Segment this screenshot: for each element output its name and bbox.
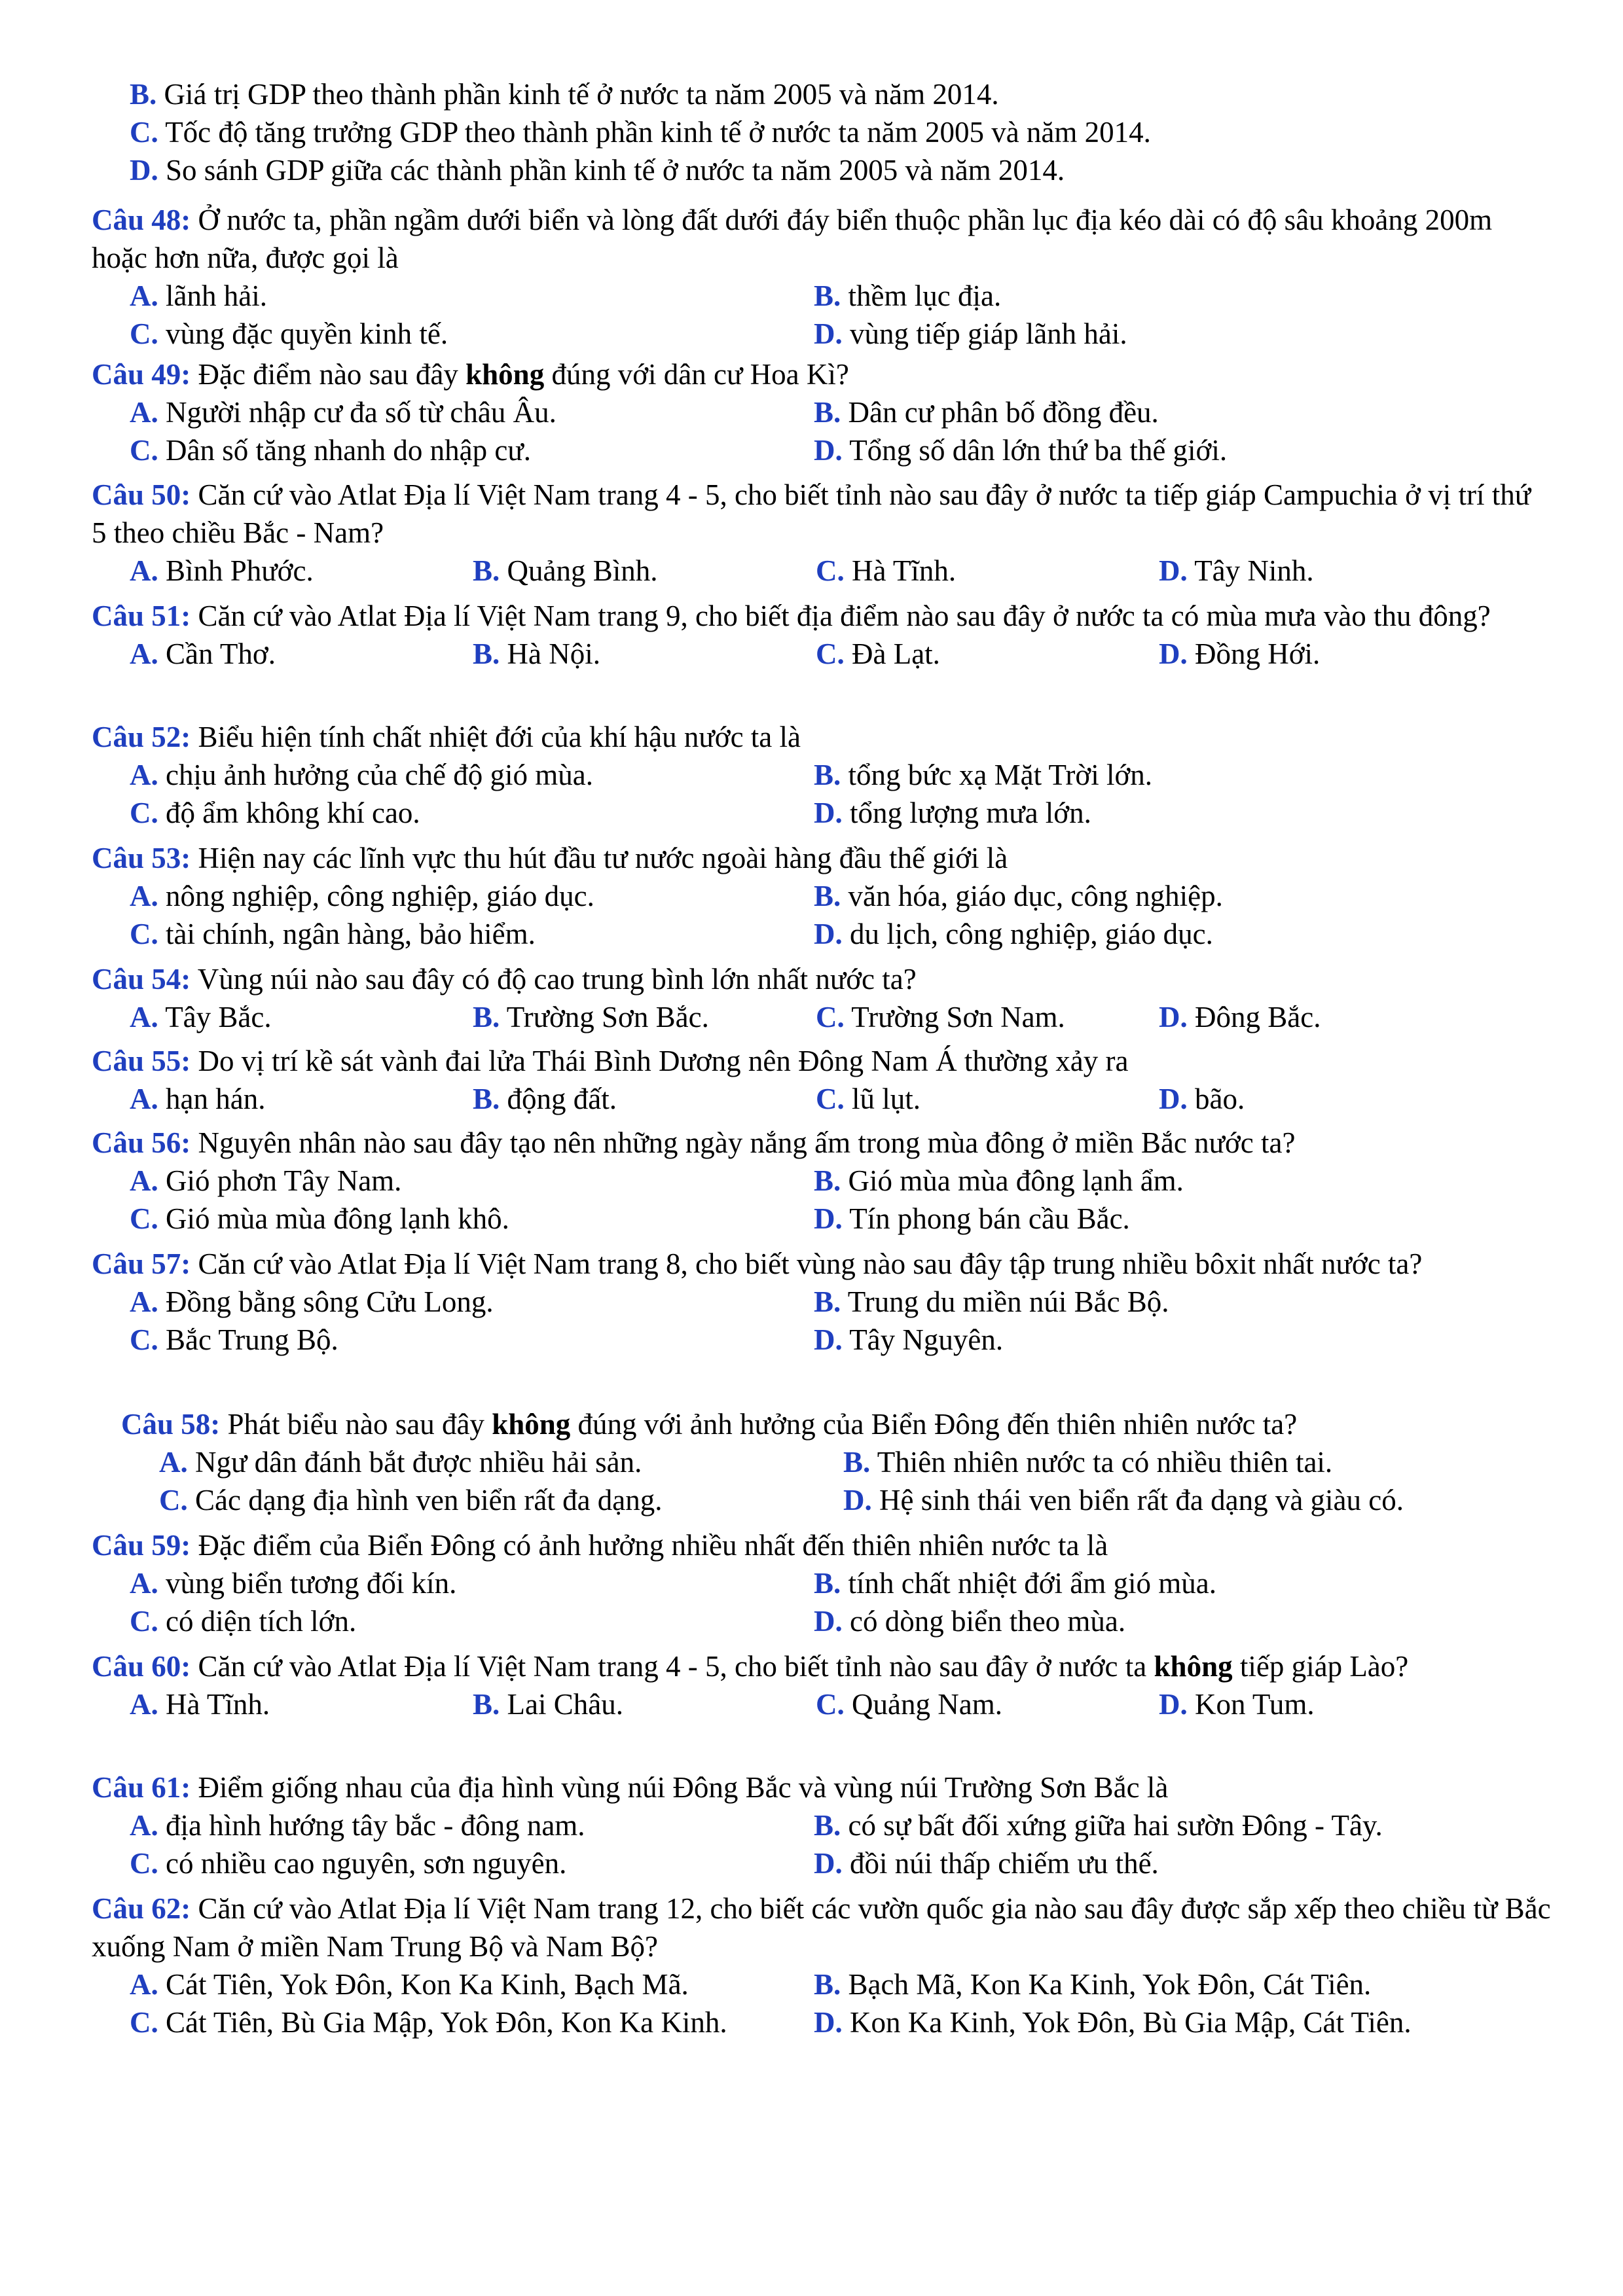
option-label: C. xyxy=(816,554,845,587)
question-57 xyxy=(92,1245,1552,1359)
option-text: Trường Sơn Bắc. xyxy=(506,1001,709,1033)
option-b[interactable] xyxy=(814,877,1498,915)
option-text: Bình Phước. xyxy=(166,554,314,587)
option-label: C. xyxy=(130,1323,158,1356)
option-text: có dòng biển theo mùa. xyxy=(850,1605,1126,1638)
option-label: C. xyxy=(130,434,158,467)
option-b[interactable] xyxy=(473,1685,816,1723)
question-text: Căn cứ vào Atlat Địa lí Việt Nam trang 4 - 5, cho biết tỉnh nào sau đây ở nước ta xyxy=(198,1650,1147,1683)
option-text: Người nhập cư đa số từ châu Âu. xyxy=(166,396,556,429)
option-label: B. xyxy=(473,554,500,587)
option-b[interactable] xyxy=(473,998,816,1036)
answer-options xyxy=(121,1443,1581,1519)
option-text: Quảng Bình. xyxy=(507,554,658,587)
question-number: Câu 49: xyxy=(92,358,191,391)
option-b[interactable] xyxy=(843,1443,1527,1481)
question-text: Do vị trí kề sát vành đai lửa Thái Bình Dương nên Đông Nam Á thường xảy ra xyxy=(198,1045,1129,1077)
option-c[interactable] xyxy=(816,552,1159,590)
option-text: Bạch Mã, Kon Ka Kinh, Yok Đôn, Cát Tiên. xyxy=(848,1968,1372,2001)
option-label: D. xyxy=(814,1323,843,1356)
option-text: vùng đặc quyền kinh tế. xyxy=(166,317,448,350)
question-text: Vùng núi nào sau đây có độ cao trung bình lớn nhất nước ta? xyxy=(197,963,917,996)
option-c[interactable] xyxy=(130,315,814,353)
question-text: Căn cứ vào Atlat Địa lí Việt Nam trang 8, cho biết vùng nào sau đây tập trung nhiều bôxit nhất nước ta? xyxy=(198,1247,1423,1280)
option-label: A. xyxy=(130,279,158,312)
question-56 xyxy=(92,1124,1552,1238)
question-number: Câu 56: xyxy=(92,1126,191,1159)
question-stem xyxy=(92,1768,1552,1806)
answer-options xyxy=(92,1685,1552,1723)
question-54 xyxy=(92,960,1552,1036)
option-label: C. xyxy=(816,1688,845,1721)
question-text: Căn cứ vào Atlat Địa lí Việt Nam trang 9, cho biết địa điểm nào sau đây ở nước ta có mùa mưa vào thu đông? xyxy=(198,600,1491,632)
option-label: C. xyxy=(130,317,158,350)
option-a[interactable] xyxy=(130,998,473,1036)
option-text: Hà Tĩnh. xyxy=(166,1688,270,1721)
option-label: A. xyxy=(130,1809,158,1842)
option-text: tổng bức xạ Mặt Trời lớn. xyxy=(848,759,1153,791)
option-c[interactable] xyxy=(816,635,1159,673)
option-text: đồi núi thấp chiếm ưu thế. xyxy=(850,1847,1159,1880)
option-label: D. xyxy=(1159,1001,1188,1033)
question-number: Câu 59: xyxy=(92,1529,191,1562)
option-c[interactable] xyxy=(130,1321,814,1359)
option-a[interactable] xyxy=(130,1685,473,1723)
answer-options xyxy=(92,877,1552,953)
option-label: A. xyxy=(159,1446,188,1479)
option-b[interactable] xyxy=(814,393,1498,431)
option-label: C. xyxy=(816,1083,845,1115)
option-c[interactable] xyxy=(816,1080,1159,1118)
option-a[interactable] xyxy=(130,393,814,431)
option-c[interactable] xyxy=(130,1602,814,1640)
question-stem xyxy=(92,1890,1552,1965)
option-text: Bắc Trung Bộ. xyxy=(166,1323,338,1356)
question-text-after: tiếp giáp Lào? xyxy=(1239,1650,1409,1683)
option-text: Kon Ka Kinh, Yok Đôn, Bù Gia Mập, Cát Tiên. xyxy=(850,2006,1412,2039)
question-number: Câu 53: xyxy=(92,842,191,874)
question-58 xyxy=(121,1405,1581,1519)
option-text: thềm lục địa. xyxy=(848,279,1002,312)
option-text: văn hóa, giáo dục, công nghiệp. xyxy=(848,880,1223,912)
question-stem xyxy=(92,1124,1552,1162)
option-text: Tây Nguyên. xyxy=(849,1323,1004,1356)
option-c[interactable] xyxy=(159,1481,843,1519)
question-52 xyxy=(92,718,1552,832)
option-label: C. xyxy=(159,1484,188,1516)
option-d[interactable] xyxy=(814,915,1498,953)
option-d[interactable] xyxy=(1159,1685,1502,1723)
option-label: A. xyxy=(130,1968,158,2001)
question-stem xyxy=(92,718,1552,756)
option-label: C. xyxy=(130,1202,158,1235)
question-text-after: đúng với dân cư Hoa Kì? xyxy=(551,358,849,391)
option-label: B. xyxy=(814,1567,841,1600)
question-number: Câu 58: xyxy=(121,1408,221,1441)
option-text: vùng biển tương đối kín. xyxy=(166,1567,457,1600)
option-text: tính chất nhiệt đới ẩm gió mùa. xyxy=(848,1567,1216,1600)
option-a[interactable] xyxy=(130,1806,814,1844)
option-b[interactable] xyxy=(814,1162,1498,1200)
option-text: lãnh hải. xyxy=(166,279,267,312)
option-text: Ngư dân đánh bắt được nhiều hải sản. xyxy=(195,1446,642,1479)
option-text: vùng tiếp giáp lãnh hải. xyxy=(850,317,1127,350)
option-label: D. xyxy=(814,1202,843,1235)
answer-options xyxy=(92,1162,1552,1238)
option-b[interactable] xyxy=(814,277,1498,315)
option-a[interactable] xyxy=(130,1283,814,1321)
option-label: A. xyxy=(130,1688,158,1721)
option-a[interactable] xyxy=(130,1564,814,1602)
option-label: B. xyxy=(814,1968,841,2001)
option-text: Đồng Hới. xyxy=(1195,637,1321,670)
option-text: có diện tích lớn. xyxy=(166,1605,357,1638)
question-48 xyxy=(92,201,1552,353)
question-number: Câu 55: xyxy=(92,1045,191,1077)
question-number: Câu 50: xyxy=(92,478,191,511)
option-text: chịu ảnh hưởng của chế độ gió mùa. xyxy=(166,759,594,791)
option-b[interactable] xyxy=(473,1080,816,1118)
option-text: Các dạng địa hình ven biển rất đa dạng. xyxy=(195,1484,663,1516)
option-text: có nhiều cao nguyên, sơn nguyên. xyxy=(166,1847,567,1880)
answer-options xyxy=(92,1965,1552,2041)
question-number: Câu 54: xyxy=(92,963,191,996)
option-label: B. xyxy=(814,279,841,312)
option-label: D. xyxy=(1159,1688,1188,1721)
option-d[interactable] xyxy=(843,1481,1527,1519)
option-text: Hệ sinh thái ven biển rất đa dạng và giàu có. xyxy=(879,1484,1404,1516)
option-c[interactable] xyxy=(816,1685,1159,1723)
option-a[interactable] xyxy=(130,877,814,915)
option-text: Dân số tăng nhanh do nhập cư. xyxy=(166,434,532,467)
question-number: Câu 52: xyxy=(92,721,191,753)
option-label: B. xyxy=(814,1809,841,1842)
option-text: có sự bất đối xứng giữa hai sườn Đông - Tây. xyxy=(848,1809,1383,1842)
option-text: Tây Bắc. xyxy=(165,1001,272,1033)
option-c[interactable] xyxy=(130,794,814,832)
answer-options xyxy=(92,277,1552,353)
option-d[interactable] xyxy=(1159,635,1502,673)
question-55 xyxy=(92,1042,1552,1118)
question-number: Câu 61: xyxy=(92,1771,191,1804)
option-b[interactable] xyxy=(814,756,1498,794)
option-text: Cát Tiên, Yok Đôn, Kon Ka Kinh, Bạch Mã. xyxy=(166,1968,689,2001)
option-label: B. xyxy=(473,1083,500,1115)
question-stem xyxy=(92,201,1552,277)
option-d[interactable] xyxy=(814,2003,1498,2041)
option-label: B. xyxy=(473,1001,500,1033)
option-c[interactable] xyxy=(130,2003,814,2041)
answer-options xyxy=(92,1080,1552,1118)
answer-options xyxy=(92,1806,1552,1882)
option-b[interactable] xyxy=(473,635,816,673)
question-number: Câu 62: xyxy=(92,1892,191,1925)
question-text: Hiện nay các lĩnh vực thu hút đầu tư nước ngoài hàng đầu thế giới là xyxy=(198,842,1008,874)
option-text: tổng lượng mưa lớn. xyxy=(850,797,1091,829)
option-d[interactable] xyxy=(814,1321,1498,1359)
option-label: D. xyxy=(814,434,843,467)
option-text: Lai Châu. xyxy=(507,1688,623,1721)
question-stem xyxy=(92,1245,1552,1283)
option-text: Quảng Nam. xyxy=(852,1688,1002,1721)
option-label: D. xyxy=(814,797,843,829)
question-text: Điểm giống nhau của địa hình vùng núi Đông Bắc và vùng núi Trường Sơn Bắc là xyxy=(198,1771,1169,1804)
option-label: A. xyxy=(130,1164,158,1197)
option-label: C. xyxy=(130,918,158,950)
option-b[interactable] xyxy=(473,552,816,590)
option-text: Gió mùa mùa đông lạnh ẩm. xyxy=(848,1164,1184,1197)
option-c[interactable] xyxy=(130,915,814,953)
question-text: Phát biểu nào sau đây xyxy=(227,1408,484,1441)
option-label: D. xyxy=(814,2006,843,2039)
question-59 xyxy=(92,1526,1552,1640)
option-text: Kon Tum. xyxy=(1195,1688,1315,1721)
option-a[interactable] xyxy=(130,1080,473,1118)
question-text-after: đúng với ảnh hưởng của Biển Đông đến thiên nhiên nước ta? xyxy=(577,1408,1298,1441)
answer-options xyxy=(92,756,1552,832)
option-label: A. xyxy=(130,1001,158,1033)
option-label: D. xyxy=(814,1847,843,1880)
question-keyword: không xyxy=(465,358,545,391)
option-c[interactable] xyxy=(130,1844,814,1882)
question-number: Câu 57: xyxy=(92,1247,191,1280)
option-label: C. xyxy=(816,1001,845,1033)
option-label: A. xyxy=(130,637,158,670)
option-a[interactable] xyxy=(130,1965,814,2003)
option-text: Đông Bắc. xyxy=(1195,1001,1321,1033)
option-label: B. xyxy=(814,880,841,912)
option-text: độ ẩm không khí cao. xyxy=(166,797,420,829)
option-b[interactable] xyxy=(814,1564,1498,1602)
question-text: Nguyên nhân nào sau đây tạo nên những ngày nắng ấm trong mùa đông ở miền Bắc nước ta? xyxy=(198,1126,1296,1159)
option-text: lũ lụt. xyxy=(852,1083,921,1115)
option-label: A. xyxy=(130,396,158,429)
option-label: A. xyxy=(130,880,158,912)
carry-option-b: B. Giá trị GDP theo thành phần kinh tế ở nước ta năm 2005 và năm 2014. xyxy=(130,78,999,111)
option-c[interactable] xyxy=(130,431,814,469)
answer-options xyxy=(92,998,1552,1036)
option-a[interactable] xyxy=(130,552,473,590)
option-label: C. xyxy=(130,2006,158,2039)
question-50 xyxy=(92,476,1552,590)
option-label: A. xyxy=(130,1083,158,1115)
question-text: Biểu hiện tính chất nhiệt đới của khí hậu nước ta là xyxy=(198,721,801,753)
question-stem xyxy=(92,597,1552,635)
option-label: D. xyxy=(843,1484,872,1516)
option-d[interactable] xyxy=(814,1602,1498,1640)
option-d[interactable] xyxy=(1159,998,1502,1036)
option-label: A. xyxy=(130,554,158,587)
option-a[interactable] xyxy=(130,277,814,315)
option-label: A. xyxy=(130,759,158,791)
question-61 xyxy=(92,1768,1552,1882)
question-keyword: không xyxy=(1154,1650,1233,1683)
answer-options xyxy=(92,393,1552,469)
option-label: B. xyxy=(814,1164,841,1197)
answer-options xyxy=(92,635,1552,673)
question-stem xyxy=(92,960,1552,998)
question-stem xyxy=(92,839,1552,877)
option-text: Gió phơn Tây Nam. xyxy=(166,1164,402,1197)
question-stem xyxy=(92,1526,1552,1564)
option-text: Tín phong bán cầu Bắc. xyxy=(849,1202,1130,1235)
option-text: Đồng bằng sông Cửu Long. xyxy=(166,1285,494,1318)
question-62 xyxy=(92,1890,1552,2041)
question-stem xyxy=(92,355,1552,393)
question-stem xyxy=(92,476,1552,552)
carry-option-c: C. Tốc độ tăng trưởng GDP theo thành phần kinh tế ở nước ta năm 2005 và năm 2014. xyxy=(130,116,1151,149)
question-60 xyxy=(92,1647,1552,1723)
carry-over-options xyxy=(130,75,1557,189)
question-stem xyxy=(121,1405,1581,1443)
option-label: C. xyxy=(130,797,158,829)
option-text: Tổng số dân lớn thứ ba thế giới. xyxy=(849,434,1228,467)
option-text: Hà Nội. xyxy=(507,637,600,670)
option-label: D. xyxy=(814,1605,843,1638)
question-text: Căn cứ vào Atlat Địa lí Việt Nam trang 4 - 5, cho biết tỉnh nào sau đây ở nước ta tiếp giáp Campuchia ở vị trí thứ 5 theo chiều Bắc - Nam? xyxy=(92,478,1531,549)
option-a[interactable] xyxy=(130,1162,814,1200)
option-a[interactable] xyxy=(159,1443,843,1481)
option-label: B. xyxy=(473,637,500,670)
option-label: D. xyxy=(1159,637,1188,670)
option-text: Trường Sơn Nam. xyxy=(851,1001,1065,1033)
question-text: Căn cứ vào Atlat Địa lí Việt Nam trang 12, cho biết các vườn quốc gia nào sau đây được sắp xếp theo chiều từ Bắc xuống Nam ở miền Nam Trung Bộ và Nam Bộ? xyxy=(92,1892,1551,1963)
option-d[interactable] xyxy=(814,1200,1498,1238)
question-number: Câu 48: xyxy=(92,204,191,236)
option-label: D. xyxy=(814,317,843,350)
option-d[interactable] xyxy=(814,431,1498,469)
option-label: C. xyxy=(816,637,845,670)
option-a[interactable] xyxy=(130,756,814,794)
option-label: B. xyxy=(814,1285,841,1318)
option-text: Thiên nhiên nước ta có nhiều thiên tai. xyxy=(877,1446,1333,1479)
option-d[interactable] xyxy=(1159,552,1502,590)
question-keyword: không xyxy=(492,1408,571,1441)
option-label: B. xyxy=(473,1688,500,1721)
option-text: tài chính, ngân hàng, bảo hiểm. xyxy=(166,918,536,950)
option-text: Tây Ninh. xyxy=(1194,554,1314,587)
option-text: Cần Thơ. xyxy=(166,637,276,670)
option-text: Dân cư phân bố đồng đều. xyxy=(848,396,1159,429)
option-b[interactable] xyxy=(814,1806,1498,1844)
question-stem xyxy=(92,1647,1552,1685)
option-label: D. xyxy=(1159,1083,1188,1115)
option-c[interactable] xyxy=(130,1200,814,1238)
option-label: A. xyxy=(130,1567,158,1600)
question-51 xyxy=(92,597,1552,673)
option-text: địa hình hướng tây bắc - đông nam. xyxy=(166,1809,585,1842)
option-b[interactable] xyxy=(814,1283,1498,1321)
option-a[interactable] xyxy=(130,635,473,673)
option-text: động đất. xyxy=(507,1083,617,1115)
option-d[interactable] xyxy=(814,794,1498,832)
option-text: Gió mùa mùa đông lạnh khô. xyxy=(166,1202,509,1235)
option-d[interactable] xyxy=(1159,1080,1502,1118)
option-label: C. xyxy=(130,1605,158,1638)
carry-option-d: D. So sánh GDP giữa các thành phần kinh tế ở nước ta năm 2005 và năm 2014. xyxy=(130,154,1065,187)
option-text: hạn hán. xyxy=(166,1083,266,1115)
question-49 xyxy=(92,355,1552,469)
option-label: D. xyxy=(814,918,843,950)
option-text: du lịch, công nghiệp, giáo dục. xyxy=(850,918,1213,950)
option-text: nông nghiệp, công nghiệp, giáo dục. xyxy=(166,880,594,912)
option-d[interactable] xyxy=(814,315,1498,353)
option-text: Trung du miền núi Bắc Bộ. xyxy=(847,1285,1169,1318)
question-number: Câu 60: xyxy=(92,1650,191,1683)
question-text: Ở nước ta, phần ngầm dưới biển và lòng đất dưới đáy biển thuộc phần lục địa kéo dài có độ sâu khoảng 200m hoặc hơn nữa, được gọi là xyxy=(92,204,1493,274)
option-c[interactable] xyxy=(816,998,1159,1036)
option-text: Đà Lạt. xyxy=(852,637,940,670)
question-stem xyxy=(92,1042,1552,1080)
answer-options xyxy=(92,1283,1552,1359)
option-label: C. xyxy=(130,1847,158,1880)
answer-options xyxy=(92,552,1552,590)
question-number: Câu 51: xyxy=(92,600,191,632)
option-text: bão. xyxy=(1195,1083,1245,1115)
option-b[interactable] xyxy=(814,1965,1498,2003)
option-d[interactable] xyxy=(814,1844,1498,1882)
option-text: Cát Tiên, Bù Gia Mập, Yok Đôn, Kon Ka Kinh. xyxy=(166,2006,727,2039)
option-label: B. xyxy=(814,396,841,429)
option-label: A. xyxy=(130,1285,158,1318)
question-text: Đặc điểm của Biển Đông có ảnh hưởng nhiều nhất đến thiên nhiên nước ta là xyxy=(198,1529,1108,1562)
answer-options xyxy=(92,1564,1552,1640)
option-label: B. xyxy=(814,759,841,791)
option-label: B. xyxy=(843,1446,871,1479)
question-text: Đặc điểm nào sau đây xyxy=(198,358,458,391)
question-53 xyxy=(92,839,1552,953)
option-label: D. xyxy=(1159,554,1188,587)
option-text: Hà Tĩnh. xyxy=(852,554,957,587)
